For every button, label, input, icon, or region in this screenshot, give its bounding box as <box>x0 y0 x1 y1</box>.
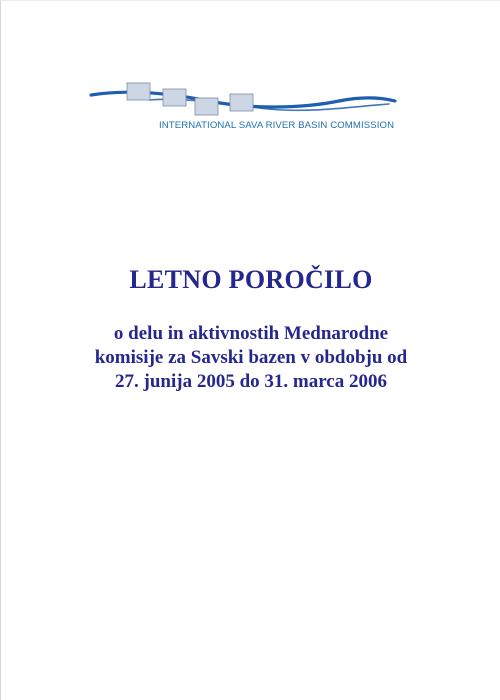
report-subtitle <box>1 322 500 394</box>
subtitle-line: komisije za Savski bazen v obdobju od <box>94 347 408 368</box>
subtitle-line: o delu in aktivnostih Mednarodne <box>113 323 389 344</box>
subtitle-line: 27. junija 2005 do 31. marca 2006 <box>115 371 387 392</box>
organization-name: INTERNATIONAL SAVA RIVER BASIN COMMISSION <box>159 120 395 131</box>
commission-logo <box>89 79 399 139</box>
report-title: LETNO POROČILO <box>129 265 373 294</box>
sava-river-wave-icon <box>89 79 399 119</box>
